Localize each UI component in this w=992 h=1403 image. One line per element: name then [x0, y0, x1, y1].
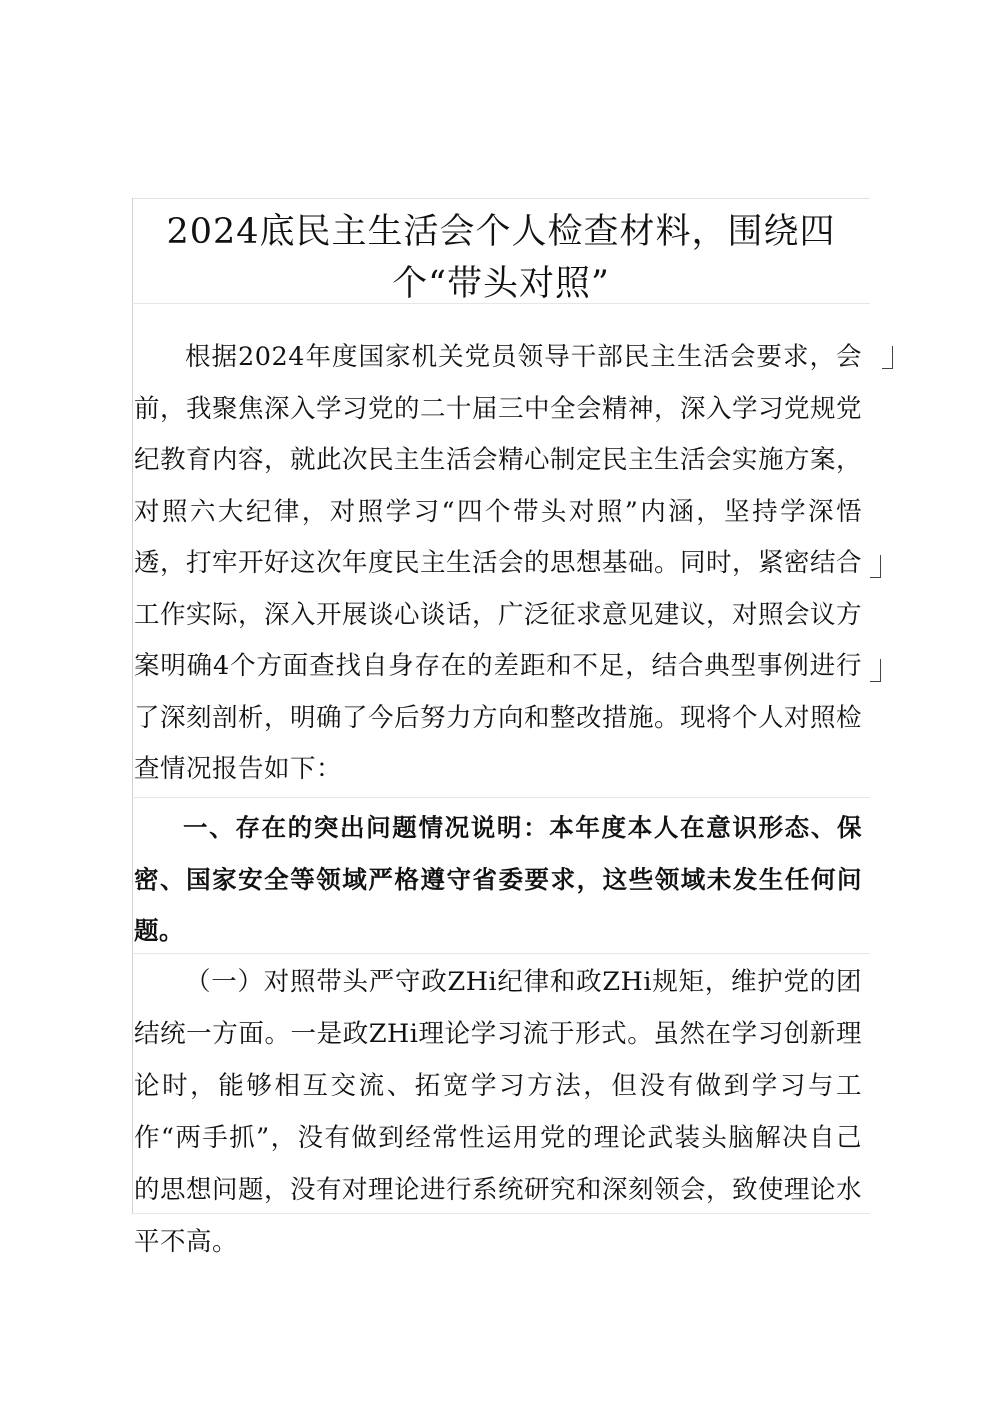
- line-break-mark: [870, 555, 881, 578]
- paragraph-item-1: （一）对照带头严守政ZHi纪律和政ZHi规矩，维护党的团结统一方面。一是政ZHi理论学习流于形式。虽然在学习创新理论时，能够相互交流、拓宽学习方法，但没有做到学习与工作“两手抓”，没有做到经常性运用党的理论武装头脑解决自己的思想问题，没有对理论进行系统研究和深刻领会，致使理论水平不高。: [134, 967, 863, 1257]
- line-break-mark: [870, 659, 881, 682]
- divider: [132, 1213, 870, 1214]
- document-title: 2024底民主生活会个人检查材料，围绕四个“带头对照”: [166, 212, 836, 304]
- line-break-mark: [882, 346, 893, 369]
- paragraph-section-heading: 一、存在的突出问题情况说明：本年度本人在意识形态、保密、国家安全等领域严格遵守省委要求，这些领域未发生任何问题。: [134, 813, 862, 945]
- divider: [132, 953, 870, 954]
- paragraph-intro: 根据2024年度国家机关党员领导干部民主生活会要求，会前，我聚焦深入学习党的二十届三中全会精神，深入学习党规党纪教育内容，就此次民主生活会精心制定民主生活会实施方案，对照六大纪律，对照学习“四个带头对照”内涵，坚持学深悟透，打牢开好这次年度民主生活会的思想基础。同时，紧密结合工作实际，深入开展谈心谈话，广泛征求意见建议，对照会议方案明确4个方面查找自身存在的差距和不足，结合典型事例进行了深刻剖析，明确了今后努力方向和整改措施。现将个人对照检查情况报告如下：: [134, 342, 863, 784]
- divider: [132, 303, 870, 304]
- divider: [132, 797, 870, 798]
